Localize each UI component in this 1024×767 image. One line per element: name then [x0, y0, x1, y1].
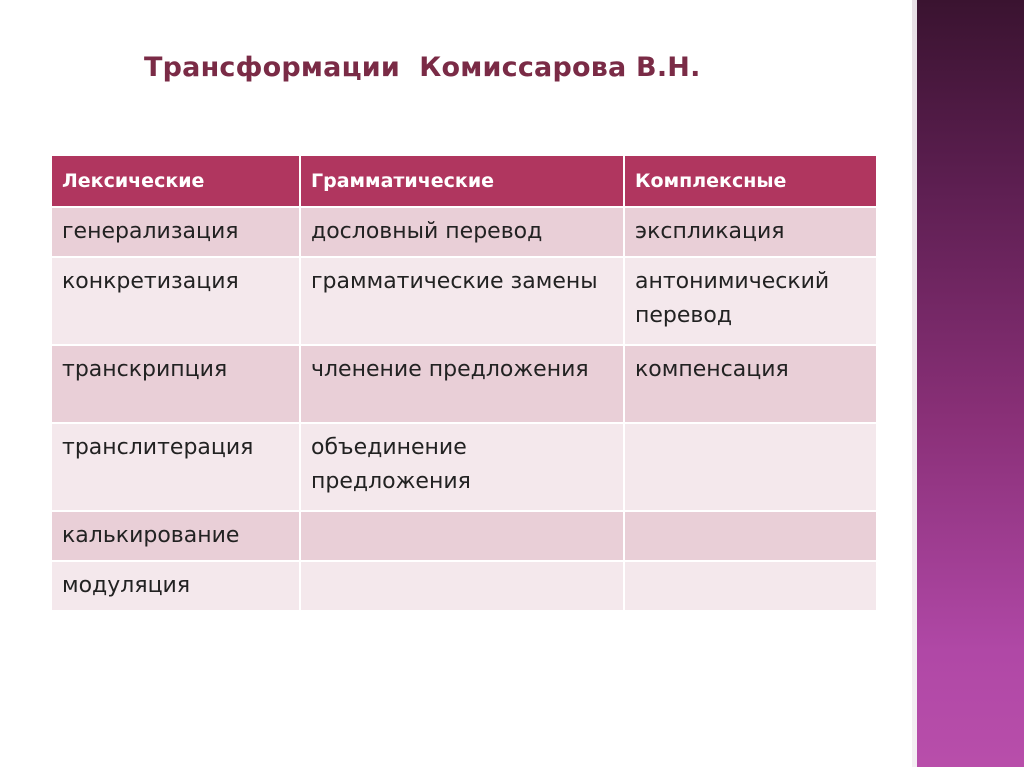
- table-row: [51, 345, 877, 423]
- header-lexical: Лексические: [51, 155, 300, 207]
- header-complex: Комплексные: [624, 155, 877, 207]
- table-cell: генерализация: [51, 207, 300, 257]
- table-row: [51, 207, 877, 257]
- table-header-row: [51, 155, 877, 207]
- table-cell: [300, 561, 624, 611]
- transformations-table: [50, 154, 878, 612]
- table-cell: транслитерация: [51, 423, 300, 511]
- table-cell: компенсация: [624, 345, 877, 423]
- table-cell: экспликация: [624, 207, 877, 257]
- table-row: [51, 511, 877, 561]
- table-cell: модуляция: [51, 561, 300, 611]
- table-cell: транскрипция: [51, 345, 300, 423]
- table-cell: членение предложения: [300, 345, 624, 423]
- table-cell: конкретизация: [51, 257, 300, 345]
- table-cell: дословный перевод: [300, 207, 624, 257]
- table-cell: [300, 511, 624, 561]
- table-row: [51, 561, 877, 611]
- table-cell: объединение предложения: [300, 423, 624, 511]
- table-cell: [624, 561, 877, 611]
- table-cell: [624, 423, 877, 511]
- table-row: [51, 257, 877, 345]
- table-cell: калькирование: [51, 511, 300, 561]
- decorative-side-band: [912, 0, 1024, 767]
- table-row: [51, 423, 877, 511]
- table-cell: грамматические замены: [300, 257, 624, 345]
- slide-title: Трансформации Комиссарова В.Н.: [144, 52, 701, 83]
- table-cell: [624, 511, 877, 561]
- table-cell: антонимический перевод: [624, 257, 877, 345]
- header-grammatical: Грамматические: [300, 155, 624, 207]
